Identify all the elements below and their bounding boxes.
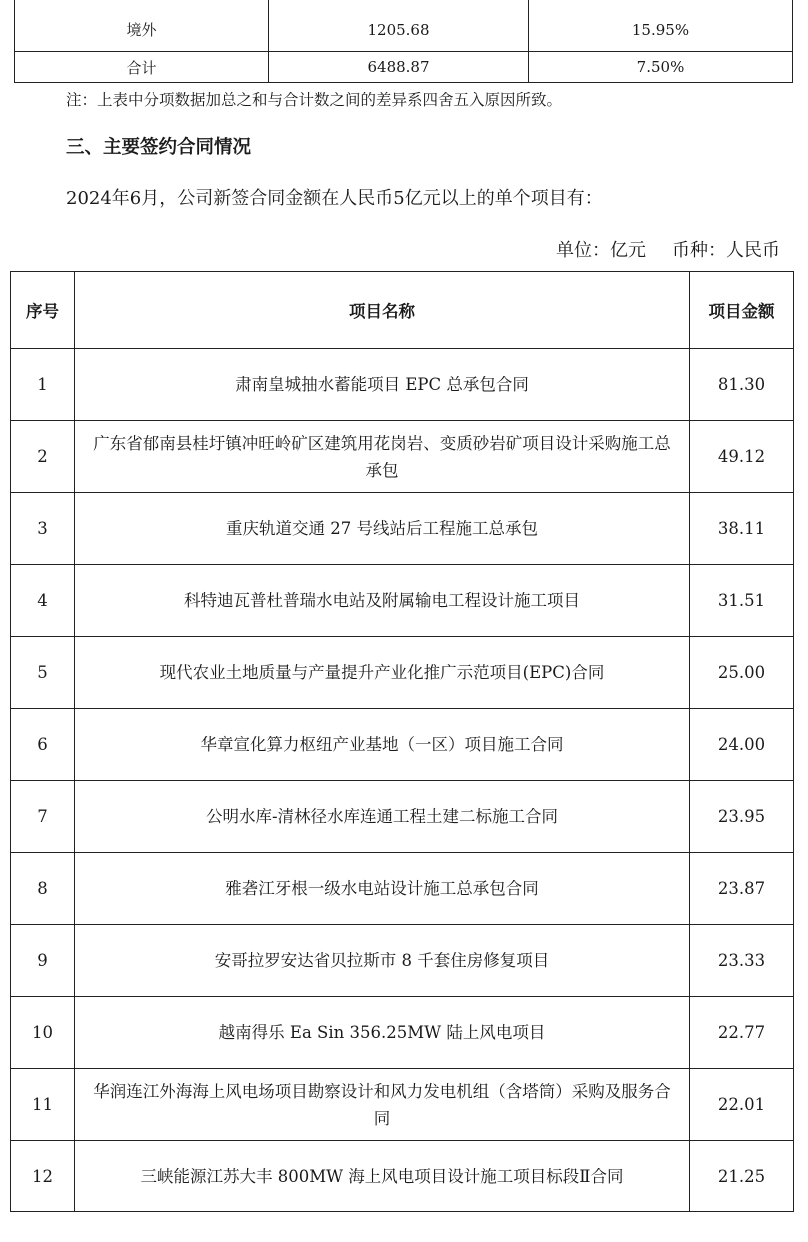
project-name: 科特迪瓦普杜普瑞水电站及附属输电工程设计施工项目 [75,565,690,637]
table-row [11,565,794,637]
project-amount: 24.00 [690,709,794,781]
row-number: 9 [11,925,75,997]
project-amount: 81.30 [690,349,794,421]
project-name: 重庆轨道交通 27 号线站后工程施工总承包 [75,493,690,565]
project-amount: 49.12 [690,421,794,493]
row-number: 7 [11,781,75,853]
row-number: 3 [11,493,75,565]
project-amount: 23.95 [690,781,794,853]
unit-line [556,236,780,262]
project-amount: 23.33 [690,925,794,997]
project-name: 肃南皇城抽水蓄能项目 EPC 总承包合同 [75,349,690,421]
summary-amount: 6488.87 [269,52,529,83]
row-number: 8 [11,853,75,925]
contracts-table [10,271,794,1212]
project-name: 雅砻江牙根一级水电站设计施工总承包合同 [75,853,690,925]
summary-row [15,52,793,83]
section-title: 三、主要签约合同情况 [66,137,252,158]
table-note: 注：上表中分项数据加总之和与合计数之间的差异系四舍五入原因所致。 [66,91,563,109]
header-no: 序号 [11,272,75,349]
table-row [11,709,794,781]
header-name: 项目名称 [75,272,690,349]
summary-row [15,0,793,52]
project-amount: 25.00 [690,637,794,709]
row-number: 11 [11,1069,75,1141]
row-number: 5 [11,637,75,709]
summary-amount: 1205.68 [269,0,529,52]
project-name: 现代农业土地质量与产量提升产业化推广示范项目(EPC)合同 [75,637,690,709]
project-amount: 38.11 [690,493,794,565]
row-number: 4 [11,565,75,637]
summary-label: 境外 [15,0,269,52]
summary-growth: 7.50% [529,52,793,83]
project-amount: 31.51 [690,565,794,637]
summary-growth: 15.95% [529,0,793,52]
project-name: 三峡能源江苏大丰 800MW 海上风电项目设计施工项目标段Ⅱ合同 [75,1141,690,1212]
header-row [11,272,794,349]
project-amount: 21.25 [690,1141,794,1212]
row-number: 10 [11,997,75,1069]
table-row [11,1141,794,1212]
project-name: 越南得乐 Ea Sin 356.25MW 陆上风电项目 [75,997,690,1069]
row-number: 1 [11,349,75,421]
row-number: 2 [11,421,75,493]
table-row [11,781,794,853]
header-amount: 项目金额 [690,272,794,349]
row-number: 6 [11,709,75,781]
summary-label: 合计 [15,52,269,83]
project-name: 广东省郁南县桂圩镇冲旺岭矿区建筑用花岗岩、变质砂岩矿项目设计采购施工总承包 [75,421,690,493]
table-row [11,637,794,709]
currency-label: 币种：人民币 [672,240,780,261]
project-amount: 22.77 [690,997,794,1069]
project-name: 安哥拉罗安达省贝拉斯市 8 千套住房修复项目 [75,925,690,997]
table-row [11,421,794,493]
project-amount: 22.01 [690,1069,794,1141]
project-name: 公明水库-清林径水库连通工程土建二标施工合同 [75,781,690,853]
table-row [11,349,794,421]
unit-label: 单位：亿元 [556,240,646,261]
project-name: 华章宣化算力枢纽产业基地（一区）项目施工合同 [75,709,690,781]
table-row [11,853,794,925]
project-name: 华润连江外海海上风电场项目勘察设计和风力发电机组（含塔筒）采购及服务合同 [75,1069,690,1141]
project-amount: 23.87 [690,853,794,925]
row-number: 12 [11,1141,75,1212]
table-row [11,1069,794,1141]
table-row [11,493,794,565]
table-row [11,925,794,997]
summary-table [14,0,793,83]
table-row [11,997,794,1069]
intro-paragraph: 2024年6月，公司新签合同金额在人民币5亿元以上的单个项目有： [66,188,603,209]
